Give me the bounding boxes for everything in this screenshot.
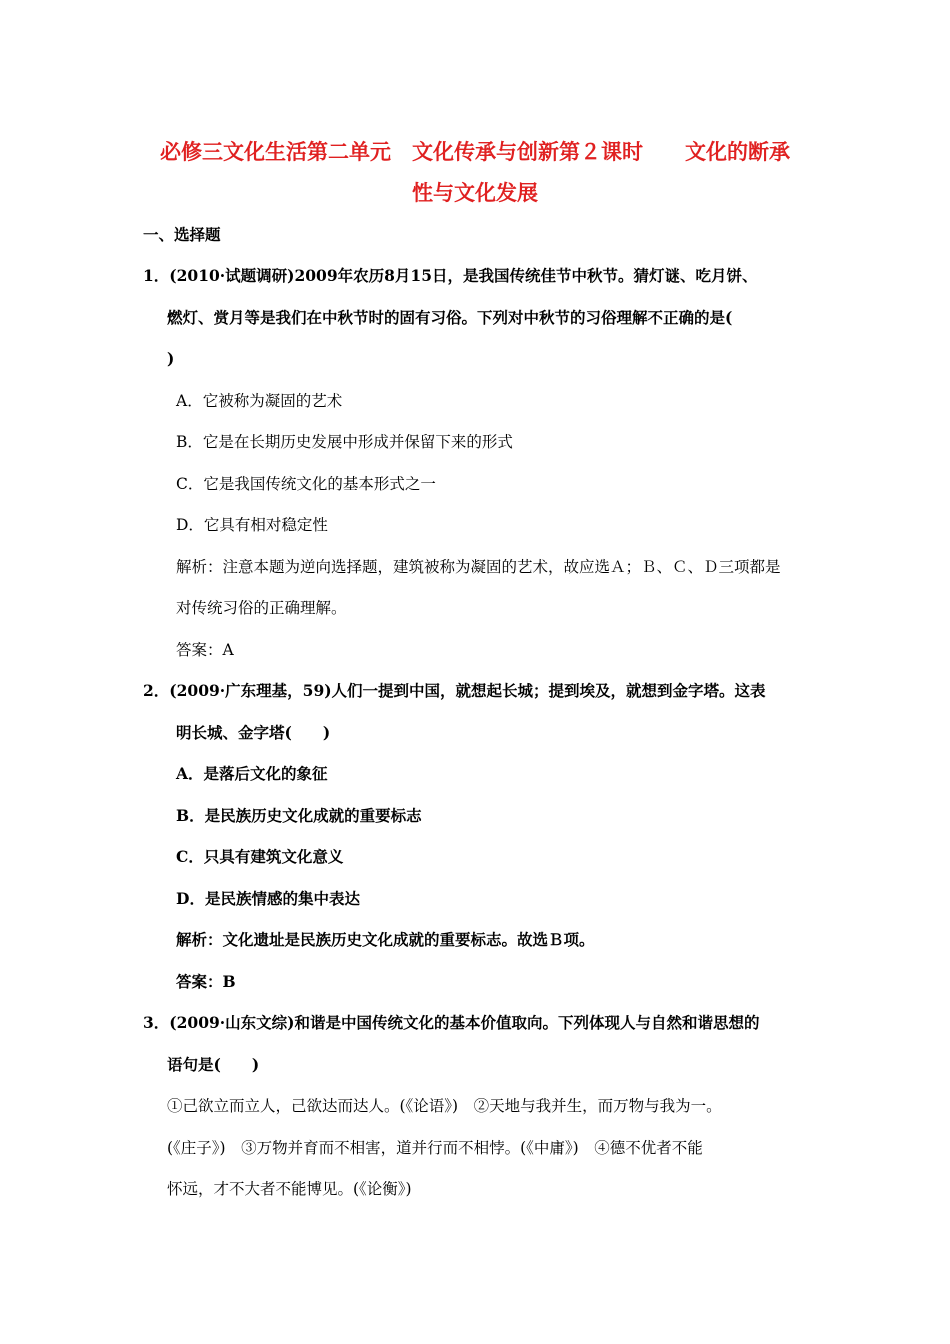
- q2-option-b: B．是民族历史文化成就的重要标志: [176, 806, 422, 825]
- q1-stem-line-2: 燃灯、赏月等是我们在中秋节时的固有习俗。下列对中秋节的习俗理解不正确的是(: [167, 308, 733, 327]
- q3-body-line-3: 怀远，才不大者不能博见。(《论衡》): [167, 1180, 412, 1198]
- q1-answer: 答案：A: [176, 641, 234, 659]
- q2-stem-line-2: 明长城、金字塔( ): [176, 723, 331, 742]
- q2-option-c: C．只具有建筑文化意义: [176, 847, 344, 866]
- q3-body-line-1: ①己欲立而立人，己欲达而达人。(《论语》) ②天地与我并生，而万物与我为一。: [167, 1097, 722, 1115]
- q2-answer: 答案：B: [176, 972, 236, 991]
- q2-option-d: D．是民族情感的集中表达: [176, 889, 360, 908]
- q2-option-a: A．是落后文化的象征: [176, 764, 328, 783]
- q1-option-a: A．它被称为凝固的艺术: [176, 392, 343, 410]
- q3-stem-line-2: 语句是( ): [167, 1055, 260, 1074]
- q3-stem-line-1: 3．(2009·山东文综)和谐是中国传统文化的基本价值取向。下列体现人与自然和谐思想的: [143, 1013, 760, 1032]
- title-line-1: 必修三文化生活第二单元 文化传承与创新第２课时 文化的断承: [160, 139, 790, 164]
- q1-stem-line-3: ): [167, 349, 175, 368]
- section-heading: 一、选择题: [143, 225, 221, 244]
- q1-option-d: D．它具有相对稳定性: [176, 516, 328, 534]
- q3-body-line-2: (《庄子》) ③万物并育而不相害，道并行而不相悖。(《中庸》) ④德不优者不能: [167, 1139, 703, 1157]
- title-line-2: 性与文化发展: [412, 180, 538, 205]
- document-title: [120, 131, 830, 213]
- q1-analysis-line-1: 解析：注意本题为逆向选择题，建筑被称为凝固的艺术，故应选Ａ；Ｂ、Ｃ、Ｄ三项都是: [176, 558, 781, 576]
- q1-analysis-line-2: 对传统习俗的正确理解。: [176, 599, 347, 617]
- q2-analysis-line-1: 解析：文化遗址是民族历史文化成就的重要标志。故选Ｂ项。: [176, 930, 595, 949]
- q1-option-b: B．它是在长期历史发展中形成并保留下来的形式: [176, 433, 513, 451]
- q1-option-c: C．它是我国传统文化的基本形式之一: [176, 475, 436, 493]
- q2-stem-line-1: 2．(2009·广东理基，59)人们一提到中国，就想起长城；提到埃及，就想到金字塔。这表: [143, 681, 766, 700]
- q1-stem-line-1: 1．(2010·试题调研)2009年农历8月15日，是我国传统佳节中秋节。猜灯谜、吃月饼、: [143, 266, 758, 285]
